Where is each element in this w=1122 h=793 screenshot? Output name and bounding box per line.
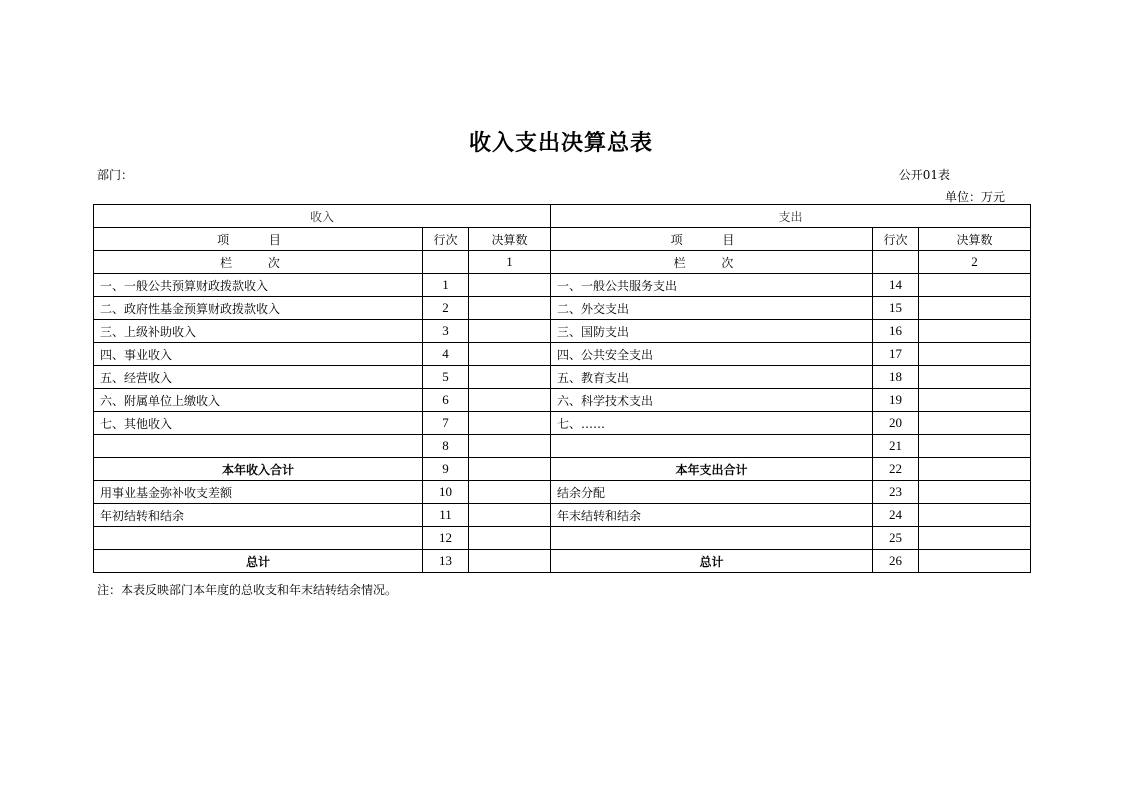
income-row-number: 11	[423, 504, 469, 527]
income-column-index-label: 栏 次	[94, 251, 423, 274]
table-section-header-row	[94, 205, 1031, 228]
income-row-number: 3	[423, 320, 469, 343]
income-amount-cell	[469, 366, 551, 389]
expense-amount-cell	[919, 366, 1031, 389]
table-row	[94, 274, 1031, 297]
income-row-number: 12	[423, 527, 469, 550]
expense-item-cell: 三、国防支出	[551, 320, 873, 343]
income-row-col-header: 行次	[423, 228, 469, 251]
income-amount-cell	[469, 274, 551, 297]
expense-amount-cell	[919, 527, 1031, 550]
income-amount-cell	[469, 435, 551, 458]
expense-item-cell: 结余分配	[551, 481, 873, 504]
income-amount-cell	[469, 527, 551, 550]
table-column-index-row	[94, 251, 1031, 274]
expense-item-cell: 四、公共安全支出	[551, 343, 873, 366]
income-amount-cell	[469, 320, 551, 343]
expense-amount-cell	[919, 320, 1031, 343]
income-row-number: 2	[423, 297, 469, 320]
expense-amount-cell	[919, 435, 1031, 458]
income-amount-cell	[469, 458, 551, 481]
income-amount-col-header: 决算数	[469, 228, 551, 251]
income-item-cell: 一、一般公共预算财政拨款收入	[94, 274, 423, 297]
expense-row-number: 21	[873, 435, 919, 458]
table-row	[94, 389, 1031, 412]
income-item-cell: 七、其他收入	[94, 412, 423, 435]
department-label: 部门：	[97, 168, 134, 182]
income-item-cell: 三、上级补助收入	[94, 320, 423, 343]
expense-item-cell: 本年支出合计	[551, 458, 873, 481]
table-note: 注：本表反映部门本年度的总收支和年末结转结余情况。	[97, 583, 398, 597]
income-row-number: 13	[423, 550, 469, 573]
expense-row-number: 20	[873, 412, 919, 435]
income-item-cell: 用事业基金弥补收支差额	[94, 481, 423, 504]
table-row	[94, 458, 1031, 481]
expense-amount-cell	[919, 389, 1031, 412]
income-amount-cell	[469, 481, 551, 504]
expense-item-cell: 二、外交支出	[551, 297, 873, 320]
income-item-cell: 年初结转和结余	[94, 504, 423, 527]
expense-row-number: 23	[873, 481, 919, 504]
expense-amount-cell	[919, 412, 1031, 435]
expense-item-cell: 年末结转和结余	[551, 504, 873, 527]
page-title: 收入支出决算总表	[468, 131, 653, 156]
expense-item-cell: 六、科学技术支出	[551, 389, 873, 412]
table-row	[94, 412, 1031, 435]
income-item-cell: 二、政府性基金预算财政拨款收入	[94, 297, 423, 320]
expense-amount-cell	[919, 297, 1031, 320]
expense-column-index: 2	[919, 251, 1031, 274]
expense-row-number: 14	[873, 274, 919, 297]
expense-amount-cell	[919, 481, 1031, 504]
form-number: 公开01表	[898, 168, 950, 182]
expense-row-number: 25	[873, 527, 919, 550]
income-amount-cell	[469, 412, 551, 435]
expense-item-cell: 五、教育支出	[551, 366, 873, 389]
table-row	[94, 297, 1031, 320]
expense-column-index-label: 栏 次	[551, 251, 873, 274]
income-item-cell: 六、附属单位上缴收入	[94, 389, 423, 412]
expense-item-cell	[551, 527, 873, 550]
expense-item-cell: 七、……	[551, 412, 873, 435]
expense-row-col-header: 行次	[873, 228, 919, 251]
expense-amount-cell	[919, 458, 1031, 481]
table-row	[94, 481, 1031, 504]
expense-row-number: 15	[873, 297, 919, 320]
income-item-col-header: 项 目	[94, 228, 423, 251]
expense-header: 支出	[551, 205, 1031, 228]
table-row	[94, 504, 1031, 527]
expense-row-number: 26	[873, 550, 919, 573]
income-amount-cell	[469, 343, 551, 366]
income-amount-cell	[469, 504, 551, 527]
income-row-number: 7	[423, 412, 469, 435]
expense-row-number: 22	[873, 458, 919, 481]
income-row-number: 8	[423, 435, 469, 458]
income-item-cell: 本年收入合计	[94, 458, 423, 481]
income-item-cell: 五、经营收入	[94, 366, 423, 389]
income-row-number: 6	[423, 389, 469, 412]
income-item-cell	[94, 435, 423, 458]
expense-amount-cell	[919, 343, 1031, 366]
expense-amount-cell	[919, 274, 1031, 297]
income-row-number: 5	[423, 366, 469, 389]
expense-row-number: 17	[873, 343, 919, 366]
expense-row-number: 19	[873, 389, 919, 412]
unit-label: 单位：万元	[944, 190, 1005, 204]
income-item-cell	[94, 527, 423, 550]
income-row-number: 10	[423, 481, 469, 504]
table-row	[94, 435, 1031, 458]
expense-item-cell: 一、一般公共服务支出	[551, 274, 873, 297]
income-item-cell: 总计	[94, 550, 423, 573]
income-row-number: 9	[423, 458, 469, 481]
table-row	[94, 320, 1031, 343]
expense-amount-cell	[919, 504, 1031, 527]
expense-column-index-blank	[873, 251, 919, 274]
expense-item-col-header: 项 目	[551, 228, 873, 251]
income-amount-cell	[469, 297, 551, 320]
expense-row-number: 18	[873, 366, 919, 389]
table-column-header-row	[94, 228, 1031, 251]
table-row	[94, 343, 1031, 366]
expense-amount-col-header: 决算数	[919, 228, 1031, 251]
income-amount-cell	[469, 389, 551, 412]
income-item-cell: 四、事业收入	[94, 343, 423, 366]
expense-item-cell: 总计	[551, 550, 873, 573]
table-row	[94, 366, 1031, 389]
income-row-number: 1	[423, 274, 469, 297]
expense-amount-cell	[919, 550, 1031, 573]
expense-item-cell	[551, 435, 873, 458]
income-column-index: 1	[469, 251, 551, 274]
income-column-index-blank	[423, 251, 469, 274]
summary-table	[93, 204, 1031, 573]
income-header: 收入	[94, 205, 551, 228]
income-amount-cell	[469, 550, 551, 573]
income-row-number: 4	[423, 343, 469, 366]
expense-row-number: 16	[873, 320, 919, 343]
table-row	[94, 527, 1031, 550]
expense-row-number: 24	[873, 504, 919, 527]
table-row	[94, 550, 1031, 573]
